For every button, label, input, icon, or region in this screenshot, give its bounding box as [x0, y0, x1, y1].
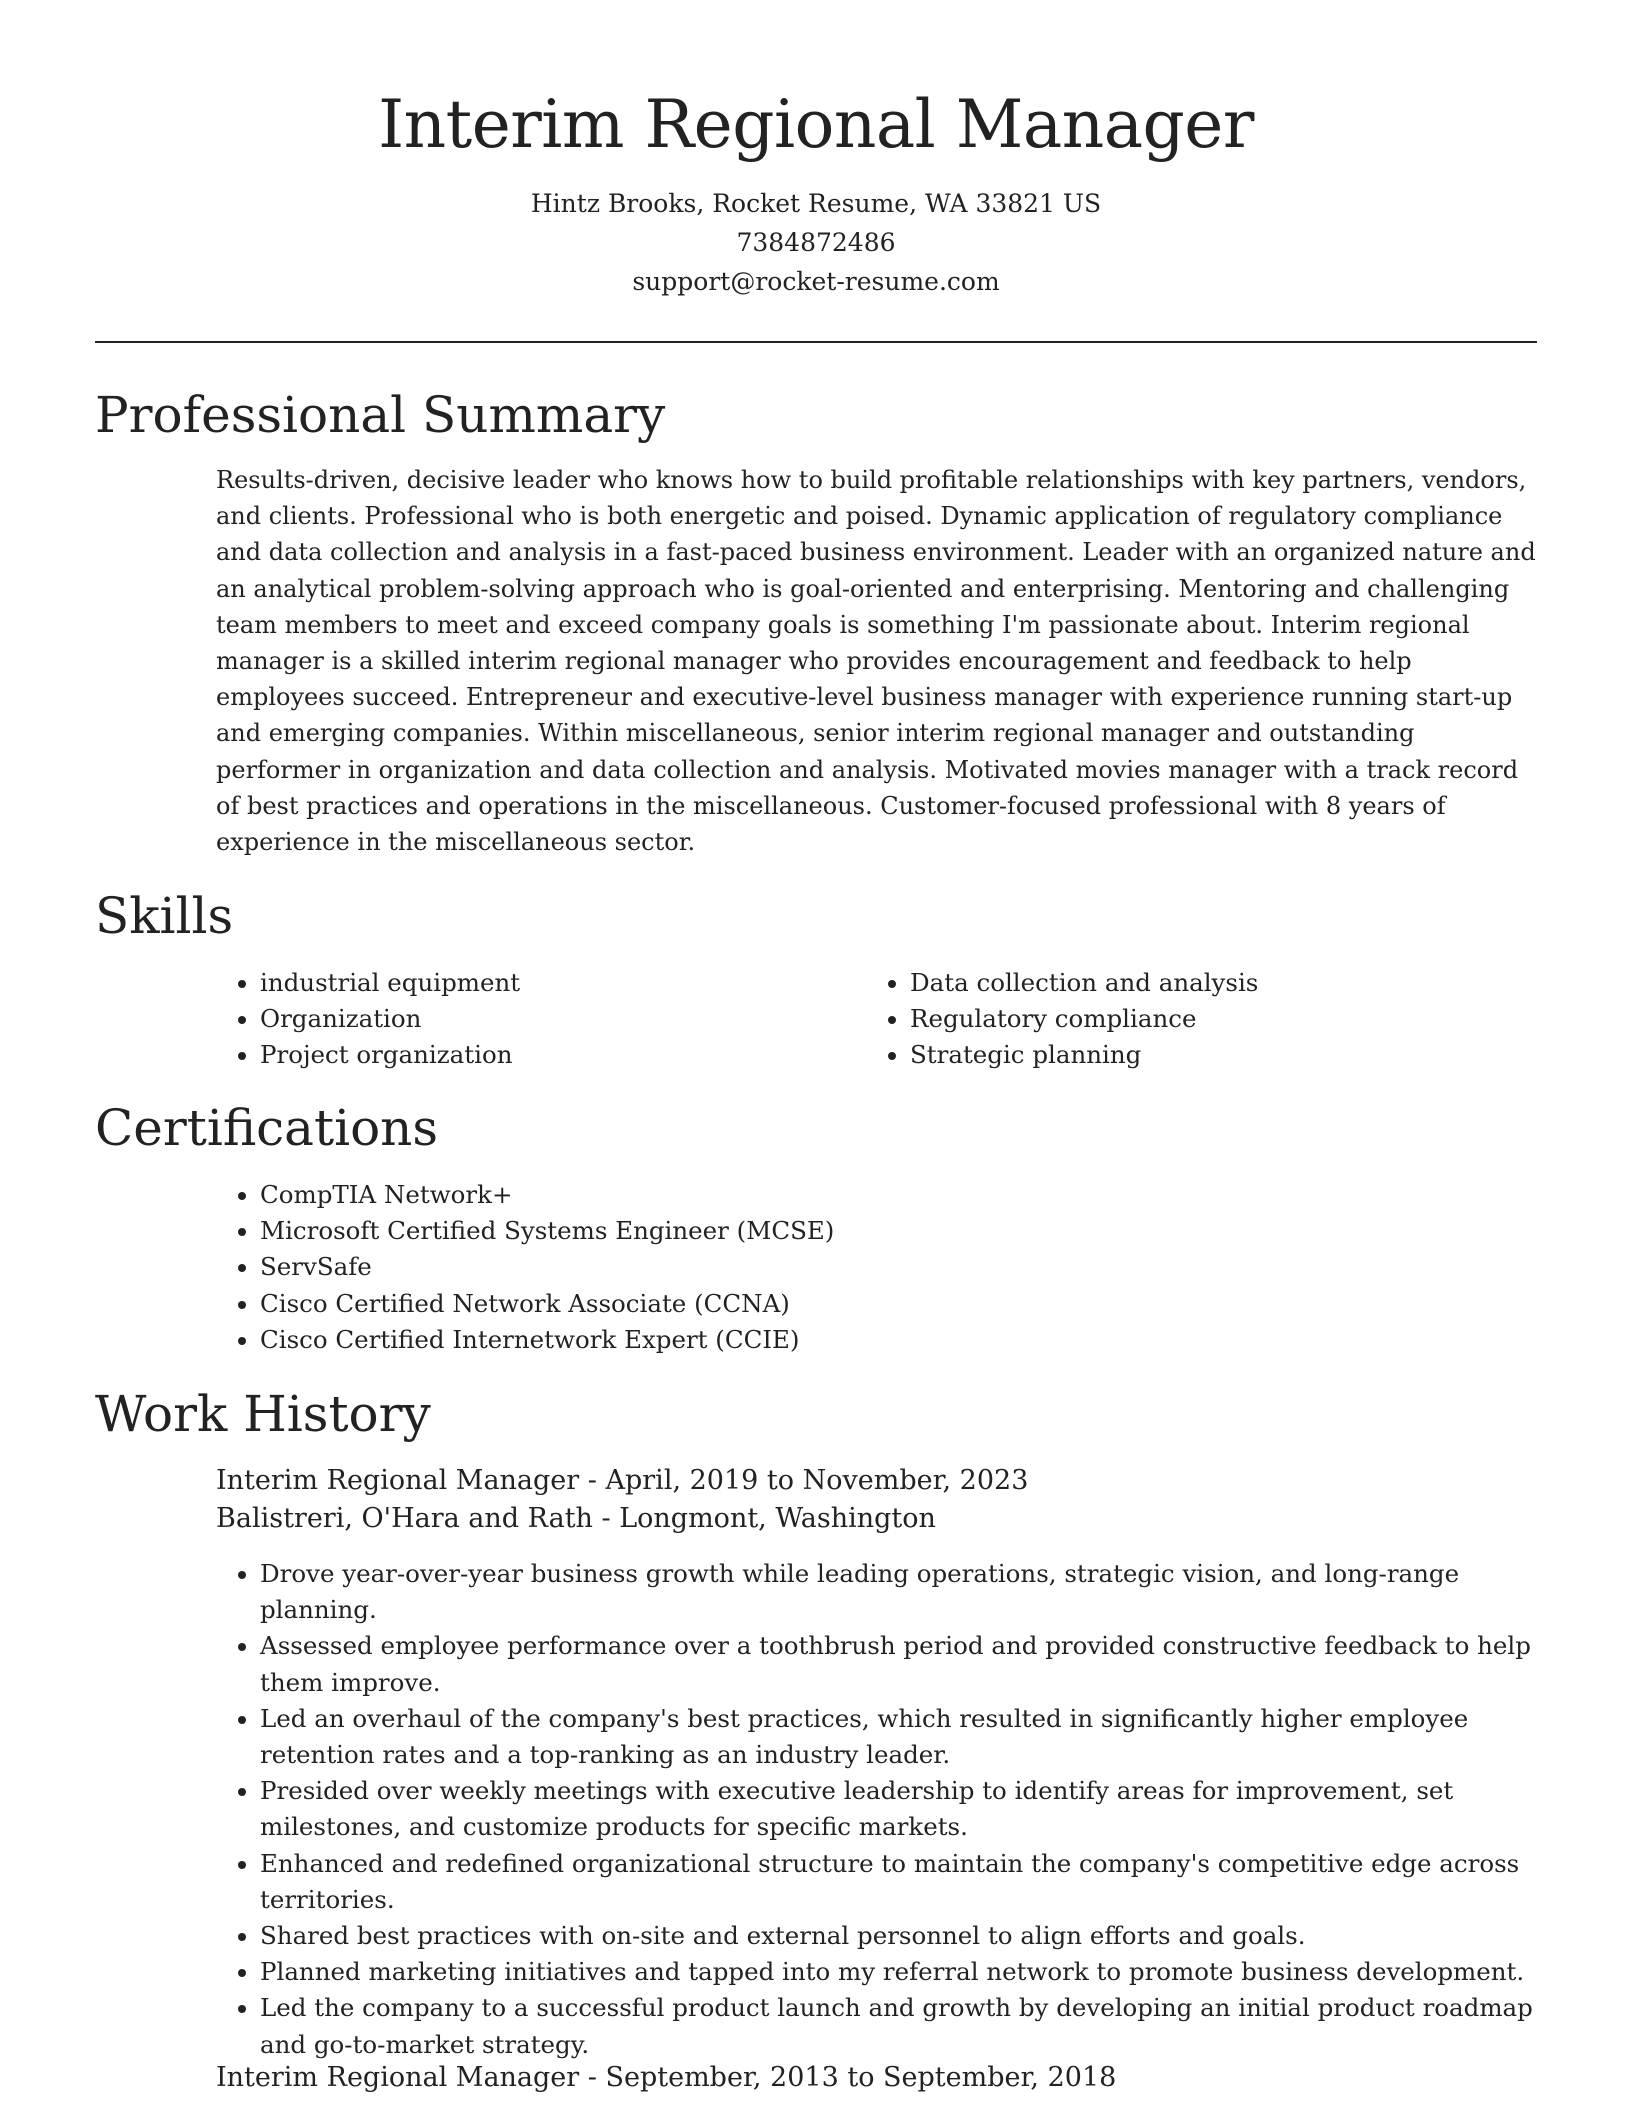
certification-item: • Microsoft Certified Systems Engineer (MCSE) — [260, 1213, 1416, 1249]
contact-phone: 7384872486 — [736, 228, 896, 257]
job-bullet: • Assessed employee performance over a toothbrush period and provided constructive feedback to help them improve. — [260, 1628, 1546, 1700]
job-dates: - April, 2019 to November, 2023 — [579, 1465, 1029, 1496]
skill-item: • Regulatory compliance — [910, 1001, 1516, 1037]
skill-item: • industrial equipment — [260, 965, 816, 1001]
job-location: - Longmont, Washington — [592, 1503, 936, 1534]
candidate-name: Interim Regional Manager — [378, 86, 1254, 163]
job-bullet: • Drove year-over-year business growth while leading operations, strategic vision, and long-range planning. — [260, 1556, 1546, 1628]
job-bullet: • Enhanced and redefined organizational structure to maintain the company's competitive edge across territories. — [260, 1846, 1546, 1918]
header-divider — [95, 341, 1537, 343]
job-bullet: • Led an overhaul of the company's best practices, which resulted in significantly higher employee retention rates and a top-ranking as an industry leader. — [260, 1701, 1546, 1773]
summary-heading: Professional Summary — [95, 386, 666, 444]
skills-list-right — [866, 965, 1516, 1074]
work-history-heading: Work History — [95, 1385, 431, 1443]
job-role: Interim Regional Manager — [216, 2062, 580, 2093]
job-title-line — [216, 2059, 1116, 2097]
contact-email: support@rocket-resume.com — [632, 267, 1000, 296]
certifications-block — [216, 1177, 1416, 1358]
job-company-line — [216, 1500, 936, 1538]
certification-item: • CompTIA Network+ — [260, 1177, 1416, 1213]
job-bullet: • Led the company to a successful product launch and growth by developing an initial product roadmap and go-to-market strategy. — [260, 1990, 1546, 2062]
certifications-heading: Certifications — [95, 1099, 439, 1157]
skills-heading: Skills — [95, 887, 234, 945]
skill-item: • Strategic planning — [910, 1037, 1516, 1073]
skills-left-column — [216, 965, 816, 1074]
skill-item: • Data collection and analysis — [910, 965, 1516, 1001]
job-dates: - September, 2013 to September, 2018 — [579, 2062, 1117, 2093]
skill-item: • Project organization — [260, 1037, 816, 1073]
job-responsibilities — [216, 1556, 1546, 2063]
certification-item: • Cisco Certified Network Associate (CCNA) — [260, 1286, 1416, 1322]
job-bullet: • Presided over weekly meetings with executive leadership to identify areas for improvement, set milestones, and customize products for specific markets. — [260, 1773, 1546, 1845]
summary-text: Results-driven, decisive leader who knows how to build profitable relationships with key partners, vendors, and clients. Professional who is both energetic and poised. Dynamic application of regulatory compliance and data collection and analysis in a fast-paced business environment. Leader with an organized nature and an analytical problem-solving approach who is goal-oriented and enterprising. Mentoring and challenging team members to meet and exceed company goals is something I'm passionate about. Interim regional manager is a skilled interim regional manager who provides encouragement and feedback to help employees succeed. Entrepreneur and executive-level business manager with experience running start-up and emerging companies. Within miscellaneous, senior interim regional manager and outstanding performer in organization and data collection and analysis. Motivated movies manager with a track record of best practices and operations in the miscellaneous. Customer-focused professional with 8 years of experience in the miscellaneous sector. — [216, 466, 1536, 857]
skills-list-left — [216, 965, 816, 1074]
skills-right-column — [866, 965, 1516, 1074]
certification-item: • ServSafe — [260, 1249, 1416, 1285]
job-bullet-list — [216, 1556, 1546, 2063]
contact-address: Hintz Brooks, Rocket Resume, WA 33821 US — [530, 189, 1102, 218]
job-bullet: • Planned marketing initiatives and tapped into my referral network to promote business development. — [260, 1954, 1546, 1990]
job-bullet: • Shared best practices with on-site and external personnel to align efforts and goals. — [260, 1918, 1546, 1954]
job-company: Balistreri, O'Hara and Rath — [216, 1503, 593, 1534]
skill-item: • Organization — [260, 1001, 816, 1037]
certification-item: • Cisco Certified Internetwork Expert (CCIE) — [260, 1322, 1416, 1358]
resume-header — [95, 80, 1537, 301]
job-role: Interim Regional Manager — [216, 1465, 580, 1496]
certifications-list — [216, 1177, 1416, 1358]
job-title-line — [216, 1462, 1028, 1500]
